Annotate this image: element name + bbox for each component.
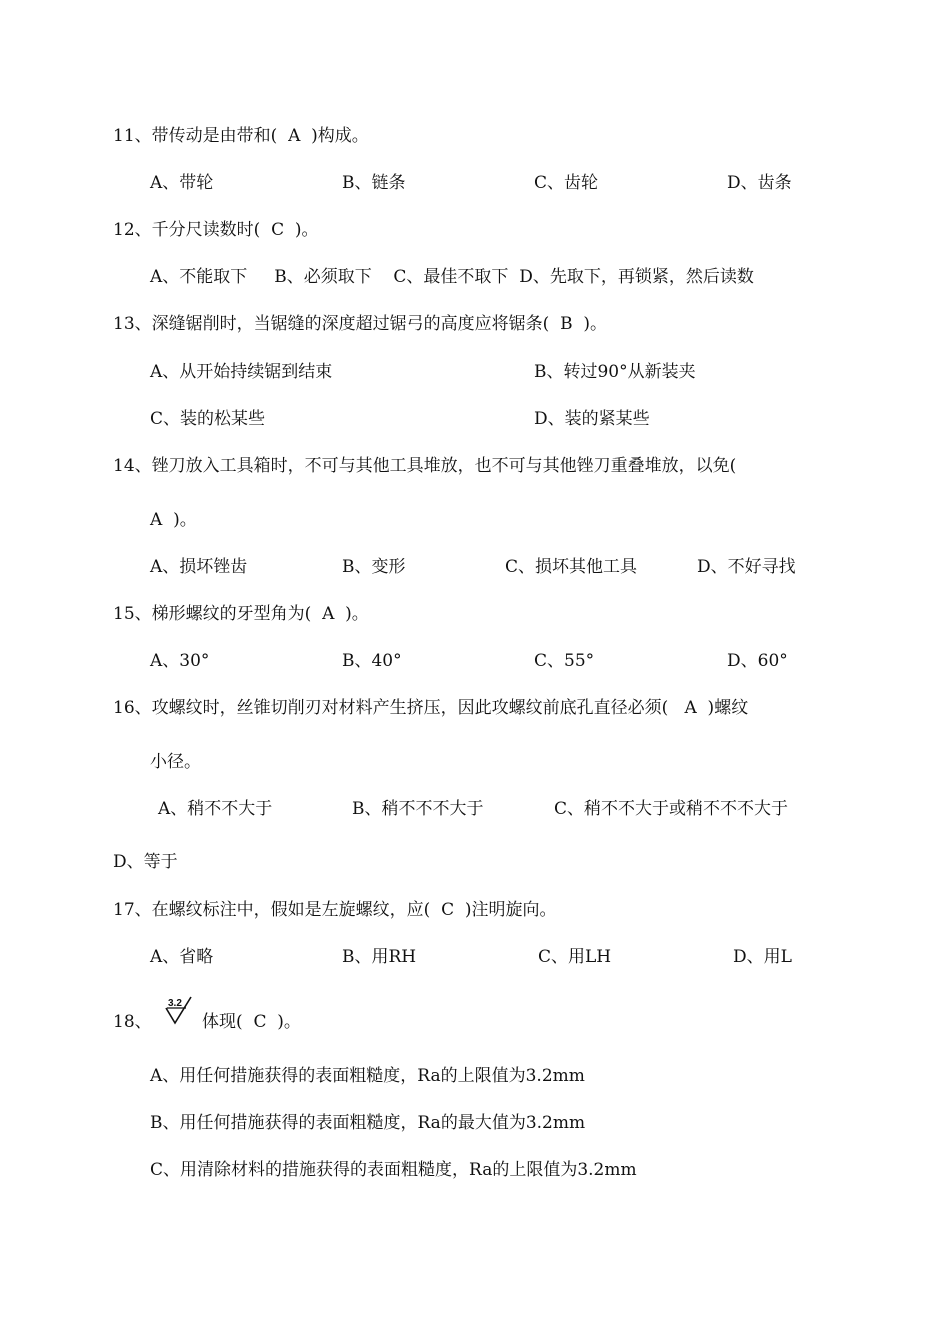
q16-stem-continued: 小径。 bbox=[150, 752, 201, 772]
q11-option-c: C、齿轮 bbox=[534, 173, 599, 193]
q18-number: 18、 bbox=[113, 1012, 152, 1032]
q14-option-d: D、不好寻找 bbox=[697, 557, 796, 577]
q17-option-d: D、用L bbox=[733, 947, 792, 967]
q17-option-b: B、用RH bbox=[342, 947, 417, 967]
q12-options: A、不能取下 B、必须取下 C、最佳不取下 D、先取下，再锁紧，然后读数 bbox=[150, 267, 754, 287]
q14-stem: 14、锉刀放入工具箱时，不可与其他工具堆放，也不可与其他锉刀重叠堆放，以免( bbox=[113, 456, 737, 476]
q18-stem: 体现( C )。 bbox=[202, 1012, 301, 1032]
q16-option-c: C、稍不不大于或稍不不不大于 bbox=[554, 799, 789, 819]
q16-option-a: A、稍不不大于 bbox=[158, 799, 273, 819]
q13-option-d: D、装的紧某些 bbox=[534, 409, 650, 429]
q16-stem: 16、攻螺纹时，丝锥切削刃对材料产生挤压，因此攻螺纹前底孔直径必须( A )螺纹 bbox=[113, 698, 749, 718]
roughness-value: 3.2 bbox=[168, 998, 182, 1009]
q14-option-a: A、损坏锉齿 bbox=[150, 557, 248, 577]
q11-option-b: B、链条 bbox=[342, 173, 406, 193]
q16-option-d: D、等于 bbox=[113, 852, 178, 872]
q15-option-a: A、30° bbox=[150, 651, 210, 671]
q14-option-b: B、变形 bbox=[342, 557, 406, 577]
q13-option-b: B、转过90°从新装夹 bbox=[534, 362, 696, 382]
q17-stem: 17、在螺纹标注中，假如是左旋螺纹，应( C )注明旋向。 bbox=[113, 900, 557, 920]
q14-option-c: C、损坏其他工具 bbox=[505, 557, 638, 577]
q18-option-c: C、用清除材料的措施获得的表面粗糙度，Ra的上限值为3.2mm bbox=[150, 1160, 637, 1180]
q16-option-b: B、稍不不不大于 bbox=[352, 799, 484, 819]
q12-stem: 12、千分尺读数时( C )。 bbox=[113, 220, 319, 240]
q15-stem: 15、梯形螺纹的牙型角为( A )。 bbox=[113, 604, 369, 624]
q14-stem-continued: A )。 bbox=[150, 510, 197, 530]
q13-option-c: C、装的松某些 bbox=[150, 409, 266, 429]
q13-stem: 13、深缝锯削时，当锯缝的深度超过锯弓的高度应将锯条( B )。 bbox=[113, 314, 608, 334]
q11-option-d: D、齿条 bbox=[727, 173, 792, 193]
q18-option-b: B、用任何措施获得的表面粗糙度，Ra的最大值为3.2mm bbox=[150, 1113, 586, 1133]
q15-option-d: D、60° bbox=[727, 651, 788, 671]
q15-option-c: C、55° bbox=[534, 651, 595, 671]
q17-option-c: C、用LH bbox=[538, 947, 612, 967]
q11-option-a: A、带轮 bbox=[150, 173, 214, 193]
q15-option-b: B、40° bbox=[342, 651, 402, 671]
surface-roughness-symbol-icon bbox=[164, 995, 204, 1027]
q13-option-a: A、从开始持续锯到结束 bbox=[150, 362, 333, 382]
q17-option-a: A、省略 bbox=[150, 947, 214, 967]
q11-stem: 11、带传动是由带和( A )构成。 bbox=[113, 126, 369, 146]
q18-option-a: A、用任何措施获得的表面粗糙度，Ra的上限值为3.2mm bbox=[150, 1066, 585, 1086]
